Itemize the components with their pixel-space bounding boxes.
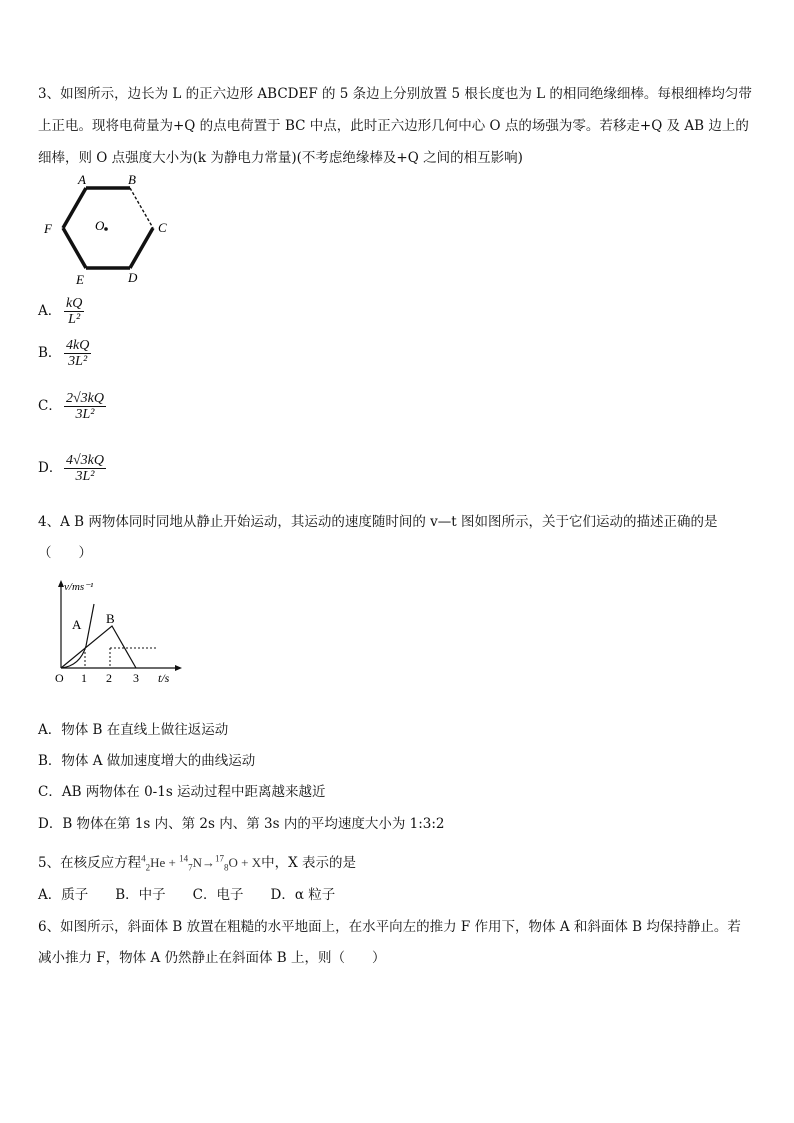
- hexagon-figure: [38, 170, 178, 288]
- hex-label-A: A: [78, 172, 86, 187]
- graph-origin: O: [55, 671, 64, 685]
- q4-line-2: （ ）: [38, 545, 92, 561]
- graph-tick-3: 3: [133, 671, 139, 685]
- q4-option-b: B．物体 A 做加速度增大的曲线运动: [38, 753, 256, 769]
- q4-option-d: D．B 物体在第 1s 内、第 2s 内、第 3s 内的平均速度大小为 1:3:2: [38, 816, 445, 832]
- q3-line-1: 3、如图所示，边长为 L 的正六边形 ABCDEF 的 5 条边上分别放置 5 根长度也为 L 的相同绝缘细棒。每根细棒均匀带: [38, 86, 752, 102]
- q4-option-c: C．AB 两物体在 0-1s 运动过程中距离越来越近: [38, 784, 326, 800]
- graph-xlabel: t/s: [158, 671, 170, 685]
- q6-line-2: 减小推力 F，物体 A 仍然静止在斜面体 B 上，则（ ）: [38, 950, 386, 966]
- hex-label-C: C: [158, 220, 167, 235]
- q6-line-1: 6、如图所示，斜面体 B 放置在粗糙的水平地面上，在水平向左的推力 F 作用下，物体 A 和斜面体 B 均保持静止。若: [38, 919, 741, 935]
- vt-graph: [48, 576, 188, 688]
- hex-label-D: D: [128, 270, 138, 285]
- q4-line-1: 4、A B 两物体同时同地从静止开始运动，其运动的速度随时间的 v—t 图如图所示，关于它们运动的描述正确的是: [38, 514, 718, 530]
- hex-label-F: F: [44, 221, 52, 236]
- q4-option-a: A．物体 B 在直线上做往返运动: [38, 722, 229, 738]
- q3-line-3: 细棒，则 O 点强度大小为(k 为静电力常量)(不考虑绝缘棒及+Q 之间的相互影响): [38, 150, 523, 166]
- hex-label-O: O: [95, 218, 105, 233]
- q3-option-a: A． $\frac{kQ}{\text{L²}}$: [38, 296, 83, 327]
- q3-option-c: C． $\frac{2√3kQ}{\text{3L²}}$: [38, 391, 105, 422]
- graph-label-A: A: [72, 617, 82, 632]
- q3-line-2: 上正电。现将电荷量为+Q 的点电荷置于 BC 中点，此时正六边形几何中心 O 点的场强为零。若移走+Q 及 AB 边上的: [38, 118, 749, 134]
- q5-options: A．质子 B．中子 C．电子 D．α 粒子: [38, 887, 336, 903]
- q3-option-d: D． $\frac{4√3kQ}{\text{3L²}}$: [38, 453, 105, 484]
- hex-label-E: E: [76, 272, 84, 287]
- hex-label-B: B: [128, 172, 136, 187]
- nuclear-equation: $^4_2$He + $^{14}_7$N→$^{17}_8$O + X: [141, 853, 262, 873]
- graph-tick-2: 2: [106, 671, 112, 685]
- graph-ylabel: v/ms⁻¹: [64, 581, 94, 593]
- graph-label-B: B: [106, 611, 115, 626]
- q5-stem: 5、在核反应方程$^4_2$He + $^{14}_7$N→$^{17}_8$O + X中，X 表示的是: [38, 853, 356, 873]
- q3-option-b: B． $\frac{4kQ}{\text{3L²}}$: [38, 338, 90, 369]
- graph-tick-1: 1: [81, 671, 87, 685]
